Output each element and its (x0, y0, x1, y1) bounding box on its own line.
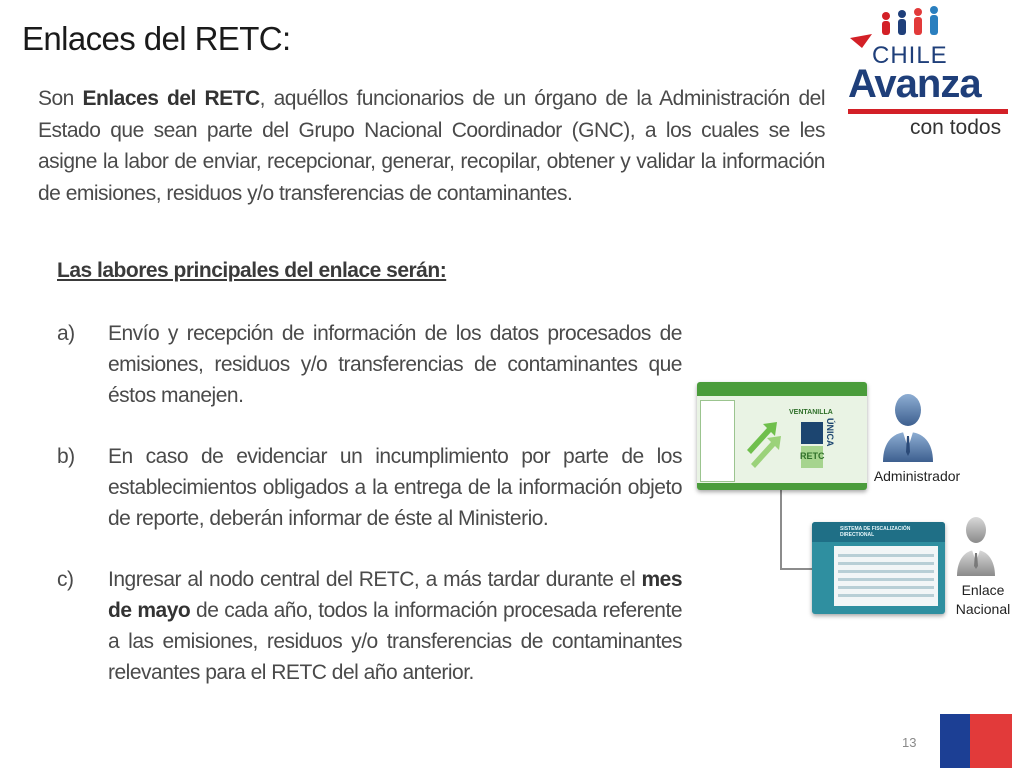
page-number: 13 (902, 735, 917, 750)
flag-blue-stripe (940, 714, 970, 768)
screenshot-panel (834, 546, 938, 606)
intro-bold: Enlaces del RETC (82, 87, 260, 110)
connector-vertical (780, 490, 782, 570)
table-row (838, 562, 934, 565)
list-item-text: Envío y recepción de información de los datos procesados de emisiones, residuos y/o transferencias de contaminantes que éstos manejen. (108, 322, 682, 407)
enlace-label-line2: Nacional (955, 601, 1011, 617)
fiscalizacion-screenshot (812, 522, 945, 614)
slide-title: Enlaces del RETC: (22, 20, 291, 57)
table-row (838, 554, 934, 557)
chile-avanza-logo (846, 4, 1012, 144)
item-c-before: Ingresar al nodo central del RETC, a más tardar durante el (108, 568, 642, 591)
table-row (838, 570, 934, 573)
arrows-icon (737, 410, 797, 470)
table-row (838, 578, 934, 581)
item-c-after: de cada año, todos la información procesada referente a las emisiones, residuos y/o transferencias de contaminantes relevantes para el RETC del año anterior. (108, 599, 683, 684)
logo-red-bar (848, 109, 1008, 114)
table-row (838, 586, 934, 589)
logo-text-chile: CHILE (872, 42, 948, 69)
logo-square-dark (801, 422, 823, 444)
labores-heading: Las labores principales del enlace serán: (57, 259, 447, 282)
logo-text-con-todos: con todos (910, 116, 1002, 139)
list-marker: b) (57, 445, 75, 468)
list-marker: c) (57, 568, 74, 591)
screenshot-footer (697, 483, 867, 490)
ventanilla-label: VENTANILLA (789, 409, 833, 416)
sfd-title: SISTEMA DE FISCALIZACIÓN DIRECTIONAL (840, 526, 911, 538)
enlace-nacional-label (942, 581, 1024, 619)
list-item-b (57, 441, 682, 534)
screenshot-header (697, 382, 867, 396)
list-marker: a) (57, 322, 75, 345)
retc-label: RETC (800, 451, 825, 461)
list-item-a (57, 318, 682, 411)
table-row (838, 594, 934, 597)
administrator-label: Administrador (873, 468, 961, 484)
administrator-person-icon (879, 386, 937, 462)
intro-lead: Son (38, 87, 83, 110)
screenshot-sidebar (700, 400, 735, 482)
ventanilla-unica-screenshot (697, 382, 867, 490)
item-c-bold: mes de mayo (108, 568, 682, 622)
logo-text-avanza: Avanza (848, 62, 981, 106)
flag-red-stripe (970, 714, 1012, 768)
intro-paragraph (38, 83, 825, 209)
list-item-text (108, 564, 682, 688)
list-item-c (57, 564, 682, 688)
list-item-text: En caso de evidenciar un incumplimiento por parte de los establecimientos obligados a la entrega de la información objeto de reporte, deberán informar de éste al Ministerio. (108, 445, 682, 530)
intro-rest: , aquéllos funcionarios de un órgano de la Administración del Estado que sean parte del Grupo Nacional Coordinador (GNC), a los cuales se les asigne la labor de enviar, recepcionar, generar, recopilar, obtener y validar la información de emisiones, residuos y/o transferencias de contaminantes. (38, 87, 826, 205)
enlace-nacional-person-icon (955, 510, 997, 576)
enlace-label-line1: Enlace (961, 582, 1005, 598)
unica-label: ÚNICA (825, 418, 835, 447)
connector-horizontal (780, 568, 812, 570)
